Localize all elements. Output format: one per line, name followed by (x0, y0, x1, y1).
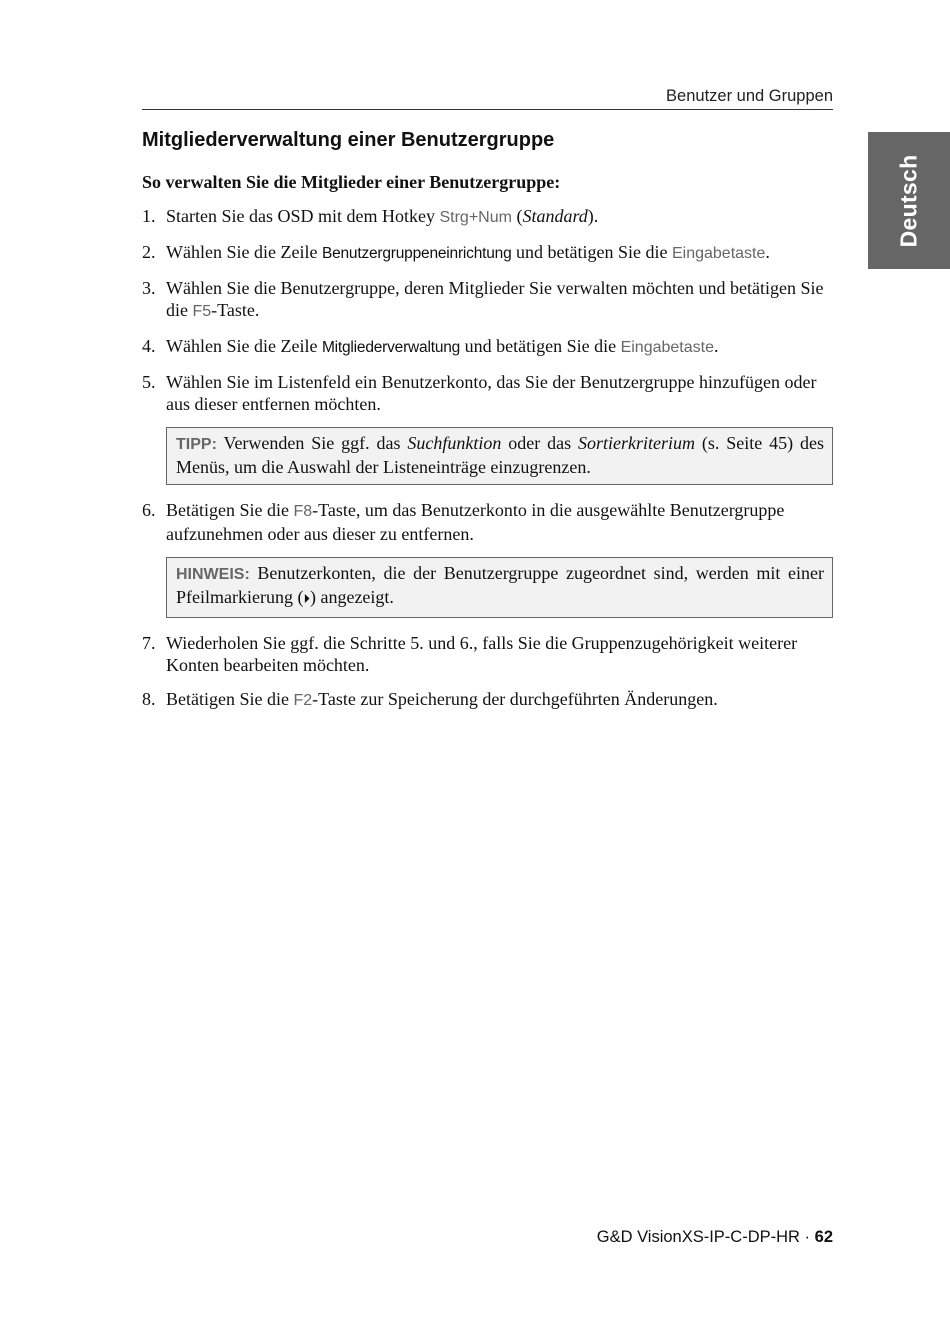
step-7 (142, 632, 833, 676)
step-text: Wählen Sie die Zeile (166, 242, 322, 262)
tip-label: TIPP: (176, 436, 217, 453)
hint-text: ) angezeigt. (309, 587, 394, 607)
step-text: Betätigen Sie die (166, 500, 294, 520)
page-footer (142, 1228, 833, 1247)
tip-text: (s. Seite 45) des Menüs, um die Auswahl der Listeneinträge einzugrenzen. (176, 433, 824, 477)
hint-text: Benutzerkonten, die der Benutzergruppe zugeordnet sind, werden mit einer Pfeilmarkierung ( (176, 563, 824, 607)
running-header: Benutzer und Gruppen (666, 87, 833, 105)
step-text: Wählen Sie im Listenfeld ein Benutzerkonto, das Sie der Benutzergruppe hinzufügen oder aus dieser entfernen möchten. (166, 372, 817, 414)
hint-label: HINWEIS: (176, 566, 250, 583)
menu-item-label: Benutzergruppeneinrichtung (321, 245, 512, 262)
step-number: 3. (142, 278, 156, 298)
language-tab-label: Deutsch (895, 154, 922, 247)
search-function-term: Suchfunktion (407, 433, 502, 453)
step-text: . (765, 242, 770, 262)
key-label: F5 (192, 303, 212, 320)
hotkey-label: Strg+Num (439, 209, 512, 226)
hint-box (166, 557, 833, 618)
tip-box (166, 427, 833, 485)
step-text: ). (587, 206, 599, 226)
step-number: 7. (142, 633, 156, 653)
step-text: -Taste zur Speicherung der durchgeführten Änderungen. (312, 689, 718, 709)
tip-text: Verwenden Sie ggf. das (216, 433, 408, 453)
step-3 (142, 277, 833, 323)
step-number: 4. (142, 336, 156, 356)
step-text: Wählen Sie die Benutzergruppe, deren Mitglieder Sie verwalten möchten und betätigen Sie die (166, 278, 824, 320)
step-text: Wiederholen Sie ggf. die Schritte 5. und 6., falls Sie die Gruppenzugehörigkeit weiterer Konten bearbeiten möchten. (166, 633, 798, 675)
step-number: 2. (142, 242, 156, 262)
language-tab (868, 132, 950, 269)
procedure-steps (142, 205, 833, 724)
step-2 (142, 241, 833, 265)
step-8 (142, 688, 833, 712)
procedure-intro: So verwalten Sie die Mitglieder einer Benutzergruppe: (142, 172, 561, 192)
key-label: Eingabetaste (620, 339, 714, 356)
product-name: G&D VisionXS-IP-C-DP-HR · (596, 1228, 815, 1246)
step-text: und betätigen Sie die (460, 336, 621, 356)
key-label: F2 (293, 692, 313, 709)
step-text: ( (511, 206, 523, 226)
step-5 (142, 371, 833, 415)
step-text: Wählen Sie die Zeile (166, 336, 322, 356)
step-1 (142, 205, 833, 229)
page-number: 62 (814, 1228, 833, 1246)
step-text: -Taste. (211, 300, 260, 320)
step-number: 5. (142, 372, 156, 392)
key-label: Eingabetaste (671, 245, 766, 262)
step-text: . (713, 336, 719, 356)
sort-criterion-term: Sortierkriterium (578, 433, 695, 453)
step-text: -Taste, um das Benutzerkonto in die ausgewählte Benutzergruppe aufzunehmen oder aus dieser zu entfernen. (166, 500, 785, 544)
step-4 (142, 335, 833, 359)
header-divider (142, 109, 833, 110)
key-label: F8 (293, 503, 313, 520)
menu-item-label: Mitgliederverwaltung (321, 339, 461, 356)
tip-text: oder das (501, 433, 578, 453)
step-number: 6. (142, 500, 156, 520)
step-number: 8. (142, 689, 156, 709)
default-note: Standard (522, 206, 588, 226)
arrow-marker-icon: ⏵ (303, 592, 310, 607)
step-text: und betätigen Sie die (511, 242, 672, 262)
step-text: Betätigen Sie die (166, 689, 294, 709)
step-text: Starten Sie das OSD mit dem Hotkey (166, 206, 440, 226)
step-number: 1. (142, 206, 156, 226)
section-title: Mitgliederverwaltung einer Benutzergruppe (142, 129, 555, 151)
step-6 (142, 499, 833, 545)
